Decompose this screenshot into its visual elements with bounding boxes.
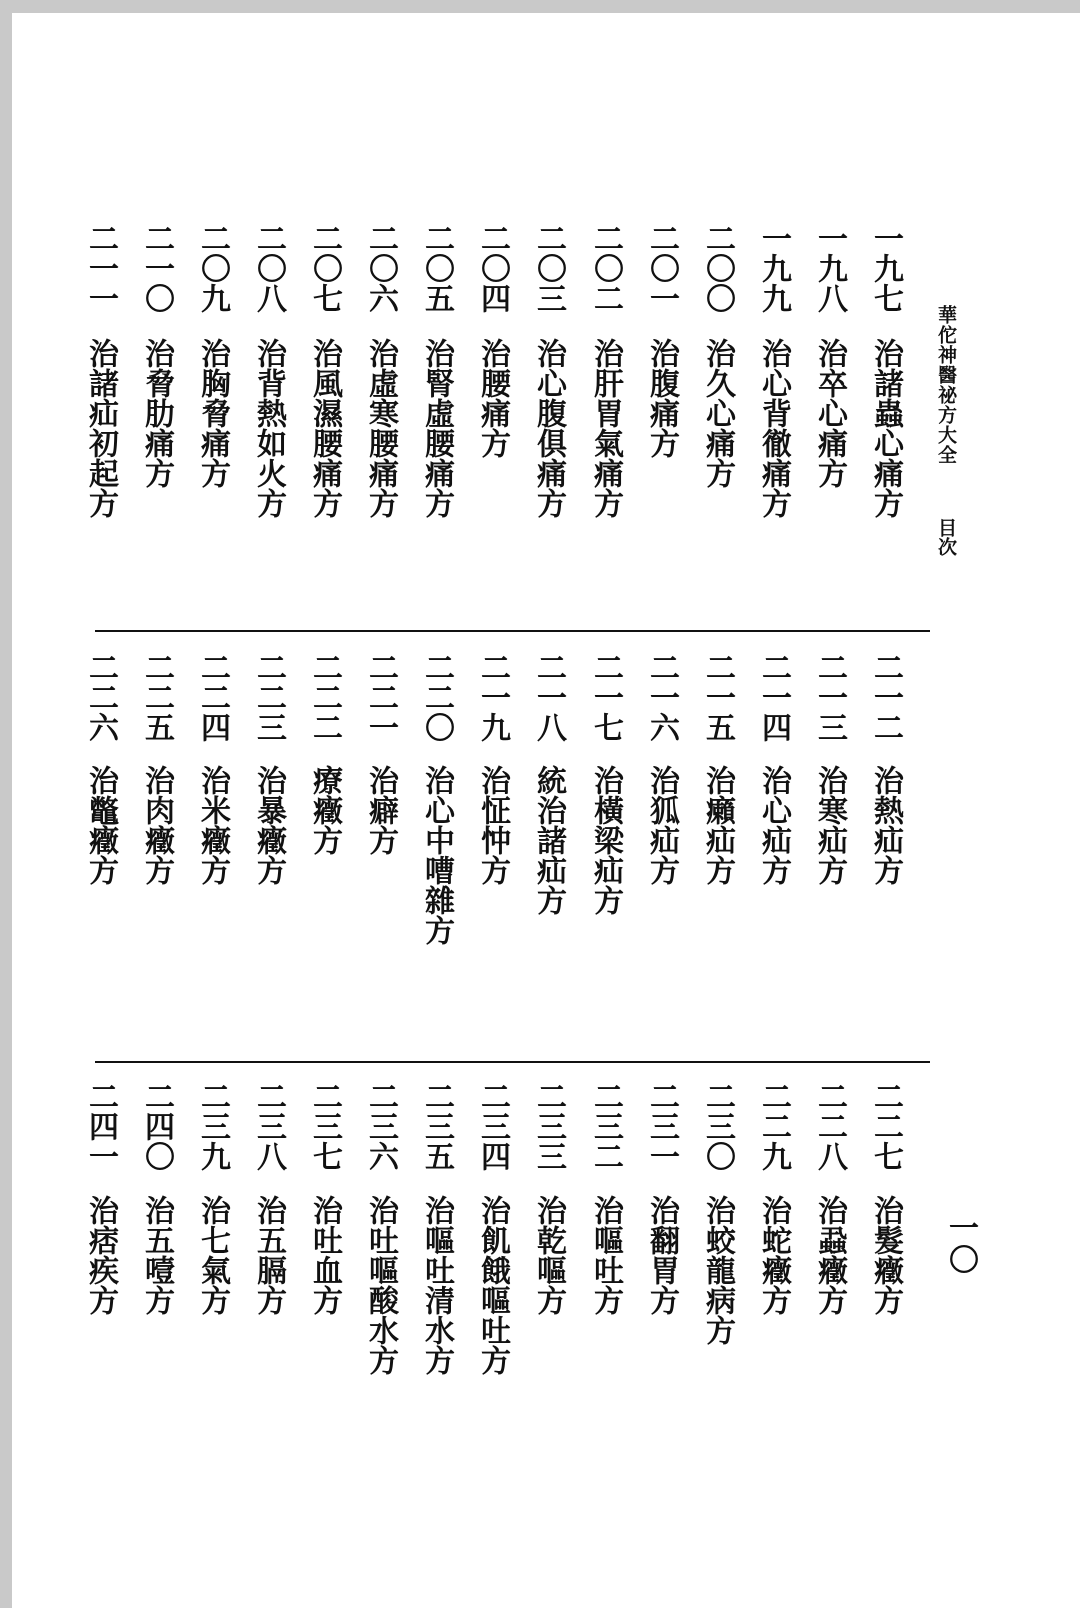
entry-title: 治心疝方: [756, 765, 791, 885]
entry-title: 治心腹俱痛方: [531, 338, 566, 518]
entry-number: 二〇四: [475, 223, 510, 313]
entry-title: 治背熱如火方: [251, 338, 286, 518]
entry-number: 一九八: [812, 223, 847, 313]
entry-title: 治肝胃氣痛方: [588, 338, 623, 518]
entry-title: 治腎虛腰痛方: [419, 338, 454, 518]
entry-number: 二三四: [475, 1081, 510, 1171]
entry-number: 二二八: [812, 1081, 847, 1171]
entry-number: 二三六: [363, 1081, 398, 1171]
entry-number: 二一三: [812, 652, 847, 742]
entry-title: 統治諸疝方: [531, 765, 566, 915]
entry-number: 二〇六: [363, 223, 398, 313]
entry-title: 治乾嘔方: [531, 1195, 566, 1315]
entry-title: 治五膈方: [251, 1195, 286, 1315]
entry-number: 二二六: [83, 652, 118, 742]
entry-title: 治翻胃方: [644, 1195, 679, 1315]
entry-title: 治癖方: [363, 765, 398, 855]
entry-number: 二〇八: [251, 223, 286, 313]
entry-title: 治鼈癥方: [83, 765, 118, 885]
entry-number: 二〇〇: [700, 223, 735, 313]
entry-title: 治胸脅痛方: [195, 338, 230, 488]
entry-number: 二一九: [475, 652, 510, 742]
entry-number: 二三七: [307, 1081, 342, 1171]
entry-number: 二三八: [251, 1081, 286, 1171]
entry-title: 治米癥方: [195, 765, 230, 885]
entry-title: 治卒心痛方: [812, 338, 847, 488]
entry-number: 二一二: [868, 652, 903, 742]
entry-title: 治風濕腰痛方: [307, 338, 342, 518]
entry-title: 治諸疝初起方: [83, 338, 118, 518]
entry-title: 療癥方: [307, 765, 342, 855]
entry-title: 治癩疝方: [700, 765, 735, 885]
section-divider-rule: [95, 1061, 930, 1063]
entry-number: 二二一: [363, 652, 398, 742]
section-divider-rule: [95, 630, 930, 632]
entry-number: 二〇三: [531, 223, 566, 313]
entry-title: 治蛇癥方: [756, 1195, 791, 1315]
entry-number: 二二九: [756, 1081, 791, 1171]
entry-title: 治肉癥方: [139, 765, 174, 885]
entry-number: 二三二: [588, 1081, 623, 1171]
entry-title: 治蝨癥方: [812, 1195, 847, 1315]
entry-title: 治髮癥方: [868, 1195, 903, 1315]
entry-number: 二二三: [251, 652, 286, 742]
entry-title: 治腰痛方: [475, 338, 510, 458]
entry-title: 治七氣方: [195, 1195, 230, 1315]
entry-title: 治久心痛方: [700, 338, 735, 488]
entry-number: 二一六: [644, 652, 679, 742]
entry-number: 二二〇: [419, 652, 454, 742]
entry-number: 二三九: [195, 1081, 230, 1171]
entry-number: 二〇五: [419, 223, 454, 313]
entry-number: 二〇七: [307, 223, 342, 313]
section-label: 目次: [935, 518, 957, 556]
entry-title: 治怔忡方: [475, 765, 510, 885]
book-title: 華佗神醫祕方大全: [935, 305, 957, 465]
entry-number: 二一八: [531, 652, 566, 742]
entry-number: 二二五: [139, 652, 174, 742]
entry-number: 二三一: [644, 1081, 679, 1171]
entry-title: 治嘔吐清水方: [419, 1195, 454, 1375]
entry-title: 治心背徹痛方: [756, 338, 791, 518]
entry-title: 治虛寒腰痛方: [363, 338, 398, 518]
entry-title: 治狐疝方: [644, 765, 679, 885]
entry-title: 治腹痛方: [644, 338, 679, 458]
entry-title: 治心中嘈雜方: [419, 765, 454, 945]
entry-number: 二二四: [195, 652, 230, 742]
entry-number: 二〇九: [195, 223, 230, 313]
entry-number: 二二七: [868, 1081, 903, 1171]
entry-title: 治吐嘔酸水方: [363, 1195, 398, 1375]
entry-number: 二二二: [307, 652, 342, 742]
page-number: 一〇: [943, 1212, 978, 1276]
entry-title: 治暴癥方: [251, 765, 286, 885]
entry-number: 二一一: [83, 223, 118, 313]
entry-number: 一九九: [756, 223, 791, 313]
entry-title: 治五噎方: [139, 1195, 174, 1315]
entry-title: 治痞疾方: [83, 1195, 118, 1315]
entry-title: 治吐血方: [307, 1195, 342, 1315]
entry-number: 二三三: [531, 1081, 566, 1171]
entry-number: 二一四: [756, 652, 791, 742]
entry-number: 二三〇: [700, 1081, 735, 1171]
entry-number: 一九七: [868, 223, 903, 313]
entry-number: 二四一: [83, 1081, 118, 1171]
entry-title: 治蛟龍病方: [700, 1195, 735, 1345]
entry-title: 治橫梁疝方: [588, 765, 623, 915]
entry-number: 二三五: [419, 1081, 454, 1171]
entry-number: 二一五: [700, 652, 735, 742]
entry-title: 治熱疝方: [868, 765, 903, 885]
entry-title: 治諸蟲心痛方: [868, 338, 903, 518]
entry-title: 治嘔吐方: [588, 1195, 623, 1315]
entry-number: 二四〇: [139, 1081, 174, 1171]
entry-title: 治脅肋痛方: [139, 338, 174, 488]
entry-number: 二一〇: [139, 223, 174, 313]
entry-title: 治飢餓嘔吐方: [475, 1195, 510, 1375]
entry-title: 治寒疝方: [812, 765, 847, 885]
entry-number: 二〇二: [588, 223, 623, 313]
entry-number: 二一七: [588, 652, 623, 742]
entry-number: 二〇一: [644, 223, 679, 313]
